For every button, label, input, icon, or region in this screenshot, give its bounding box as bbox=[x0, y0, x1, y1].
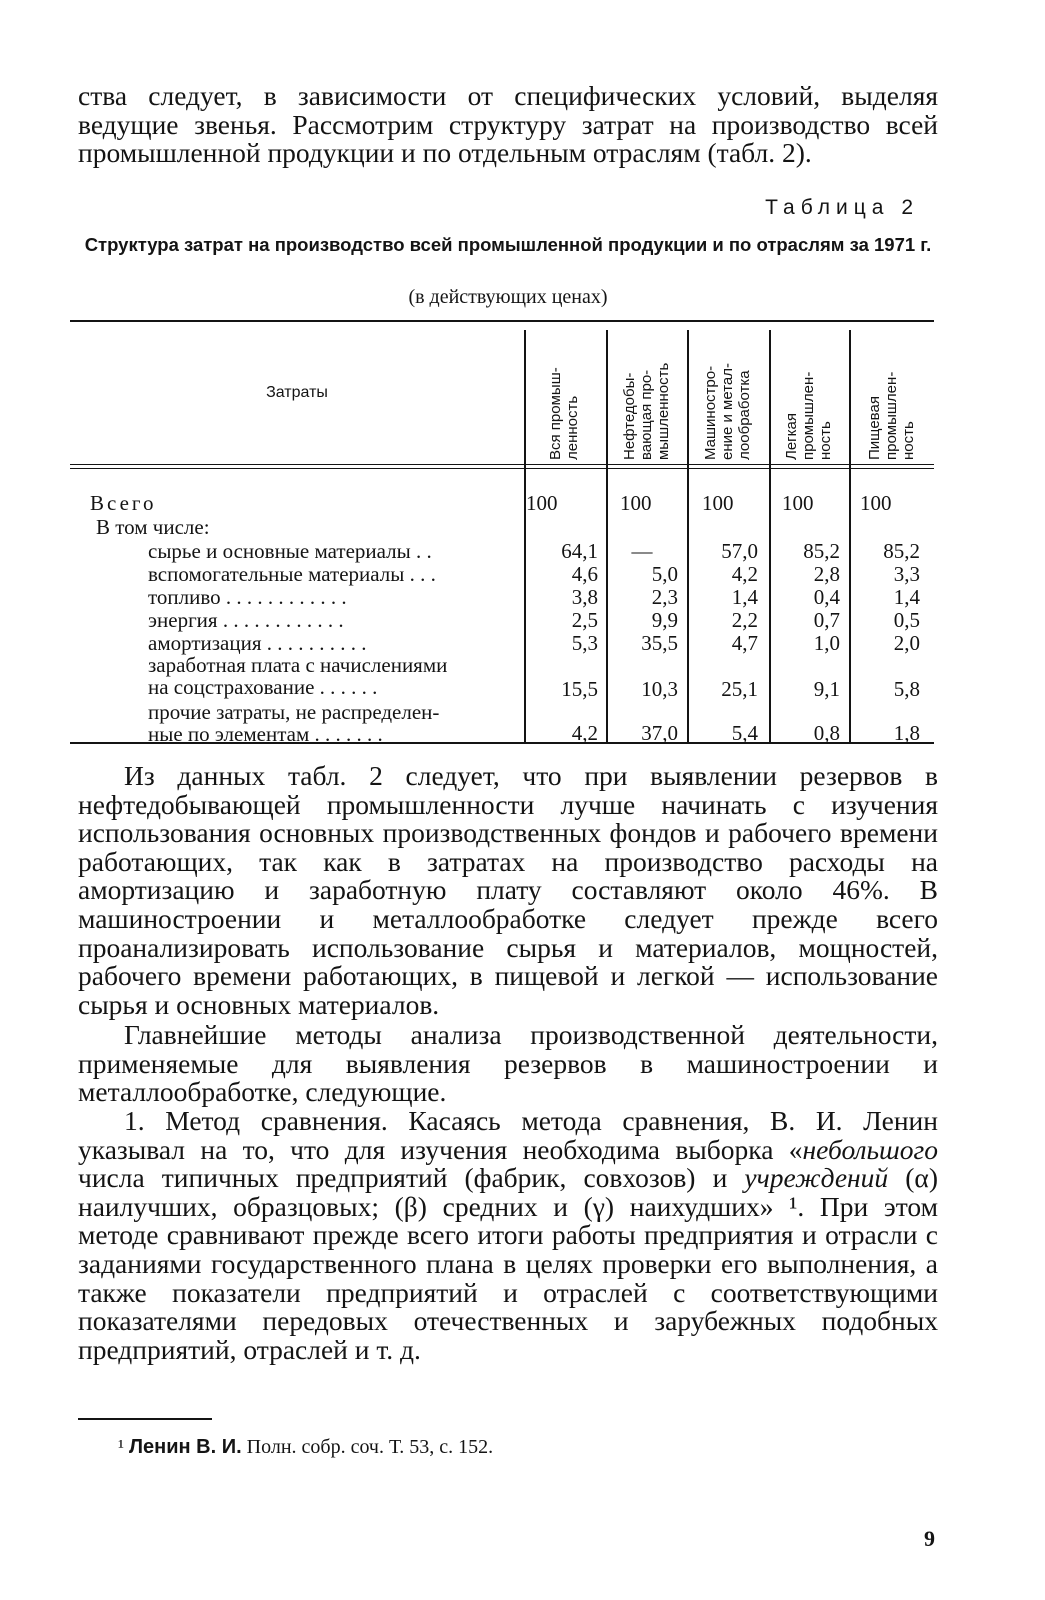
table-cell: 57,0 bbox=[721, 539, 758, 563]
table-cell: 37,0 bbox=[641, 721, 678, 745]
column-header bbox=[524, 332, 606, 464]
paragraph-text: 1. Метод сравнения. Касаясь метода сравнения, В. И. Ленин указывал на то, что для изучения необходима выборка « bbox=[78, 1105, 938, 1165]
table-title: Структура затрат на производство всей промышленной продукции и по отраслям за 1971 г. bbox=[84, 234, 932, 255]
table-cell: 0,7 bbox=[813, 608, 840, 632]
stub-header: Затраты bbox=[266, 384, 328, 401]
table-cell: 64,1 bbox=[561, 539, 598, 563]
table-cell: — bbox=[631, 539, 653, 563]
column-header-text: Нефтедобы- вающая про- мышленность bbox=[620, 362, 672, 460]
body-paragraph bbox=[78, 1107, 938, 1364]
table-cell: 0,4 bbox=[813, 585, 840, 609]
table-cell: 1,4 bbox=[893, 585, 920, 609]
footnote-separator bbox=[78, 1418, 212, 1420]
table-cell: 2,5 bbox=[571, 608, 598, 632]
table-cell: 0,8 bbox=[813, 721, 840, 745]
table-cell: 5,0 bbox=[651, 562, 678, 586]
table-cell: 3,3 bbox=[893, 562, 920, 586]
footnote bbox=[118, 1436, 493, 1459]
table-label: Таблица 2 bbox=[765, 196, 919, 219]
column-header bbox=[606, 332, 687, 464]
column-header-text: Пищевая промышлен- ность bbox=[865, 371, 917, 460]
table-cell: 5,4 bbox=[731, 721, 758, 745]
row-label: энергия . . . . . . . . . . . . bbox=[148, 608, 344, 632]
footnote-author: Ленин В. И. bbox=[129, 1436, 242, 1458]
italic-word: небольшого bbox=[802, 1133, 938, 1165]
column-header bbox=[769, 332, 849, 464]
table-cell: 4,2 bbox=[731, 562, 758, 586]
table-cell: 4,6 bbox=[571, 562, 598, 586]
paragraph-text: (α) наилучших, образцовых; (β) средних и (γ) наихудших» ¹. При этом методе сравнивают прежде всего итоги работы предприятия и отрасли с заданиями государственного плана в целях проверки его выполнения, а также показатели предприятий и отраслей с соответствующими показателями передовых отечественных и зарубежных подобных предприятий, отраслей и т. д. bbox=[78, 1162, 938, 1365]
row-label: сырье и основные материалы . . bbox=[148, 539, 432, 563]
column-header-text: Легкая промышлен- ность bbox=[783, 371, 834, 460]
table-cell: 1,8 bbox=[893, 721, 920, 745]
table-cell: 2,0 bbox=[893, 631, 920, 655]
table-subtitle: (в действующих ценах) bbox=[408, 286, 608, 308]
table-cell: 15,5 bbox=[561, 677, 598, 701]
table-cell: 10,3 bbox=[641, 677, 678, 701]
table-cell: 2,2 bbox=[731, 608, 758, 632]
column-header-text: Вся промыш- ленность bbox=[547, 367, 581, 460]
column-header bbox=[849, 332, 934, 464]
table-cell: 5,8 bbox=[893, 677, 920, 701]
header-divider bbox=[70, 464, 934, 469]
cost-structure-table bbox=[70, 320, 934, 744]
table-cell: 100 bbox=[620, 491, 652, 515]
column-header-text: Машиностро- ение и метал- лообработка bbox=[702, 362, 753, 460]
table-cell: 2,8 bbox=[813, 562, 840, 586]
body-paragraph: Главнейшие методы анализа производственной деятельности, применяемые для выявления резервов в машиностроении и металлообработке, следующие. bbox=[78, 1019, 938, 1108]
row-label: топливо . . . . . . . . . . . . bbox=[148, 585, 347, 609]
body-paragraph: Из данных табл. 2 следует, что при выявлении резервов в нефтедобывающей промышленности лучше начинать с изучения использования основных производственных фондов и рабочего времени работающих, так как в затратах на производство расходы на амортизацию и заработную плату составляют около 46%. В машиностроении и металлообработке следует прежде всего проанализировать использование сырья и материалов, мощностей, рабочего времени работающих, в пищевой и легкой — использование сырья и основных материалов. bbox=[78, 760, 938, 1020]
table-cell: 4,2 bbox=[571, 721, 598, 745]
page-number: 9 bbox=[924, 1526, 935, 1551]
table-cell: 25,1 bbox=[721, 677, 758, 701]
table-cell: 9,9 bbox=[651, 608, 678, 632]
column-header bbox=[687, 332, 769, 464]
table-cell: 100 bbox=[702, 491, 734, 515]
table-cell: 1,0 bbox=[813, 631, 840, 655]
footnote-marker: ¹ bbox=[118, 1436, 124, 1458]
table-cell: 4,7 bbox=[731, 631, 758, 655]
table-cell: 85,2 bbox=[883, 539, 920, 563]
intro-paragraph: ства следует, в зависимости от специфических условий, выделяя ведущие звенья. Рассмотрим структуру затрат на производство всей промышленной продукции и по отдельным отраслям (табл. 2). bbox=[78, 80, 938, 169]
row-label: прочие затраты, не распределен- ные по элементам . . . . . . . bbox=[148, 700, 440, 746]
table-cell: 9,1 bbox=[813, 677, 840, 701]
table-cell: 0,5 bbox=[893, 608, 920, 632]
table-cell: 1,4 bbox=[731, 585, 758, 609]
row-label: амортизация . . . . . . . . . . bbox=[148, 631, 367, 655]
table-cell: 100 bbox=[782, 491, 814, 515]
footnote-text: Полн. собр. соч. Т. 53, с. 152. bbox=[246, 1436, 494, 1458]
row-label: заработная плата с начислениями на соцстрахование . . . . . . bbox=[148, 653, 448, 699]
table-cell: 35,5 bbox=[641, 631, 678, 655]
table-cell: 2,3 bbox=[651, 585, 678, 609]
row-label: вспомогательные материалы . . . bbox=[148, 562, 436, 586]
table-cell: 100 bbox=[526, 491, 558, 515]
italic-word: учреждений bbox=[744, 1162, 889, 1194]
table-cell: 5,3 bbox=[571, 631, 598, 655]
table-cell: 100 bbox=[860, 491, 892, 515]
row-label: В том числе: bbox=[96, 515, 210, 539]
table-cell: 85,2 bbox=[803, 539, 840, 563]
paragraph-text: числа типичных предприятий (фабрик, совхозов) и bbox=[78, 1162, 745, 1194]
table-cell: 3,8 bbox=[571, 585, 598, 609]
row-label: Всего bbox=[90, 491, 157, 515]
